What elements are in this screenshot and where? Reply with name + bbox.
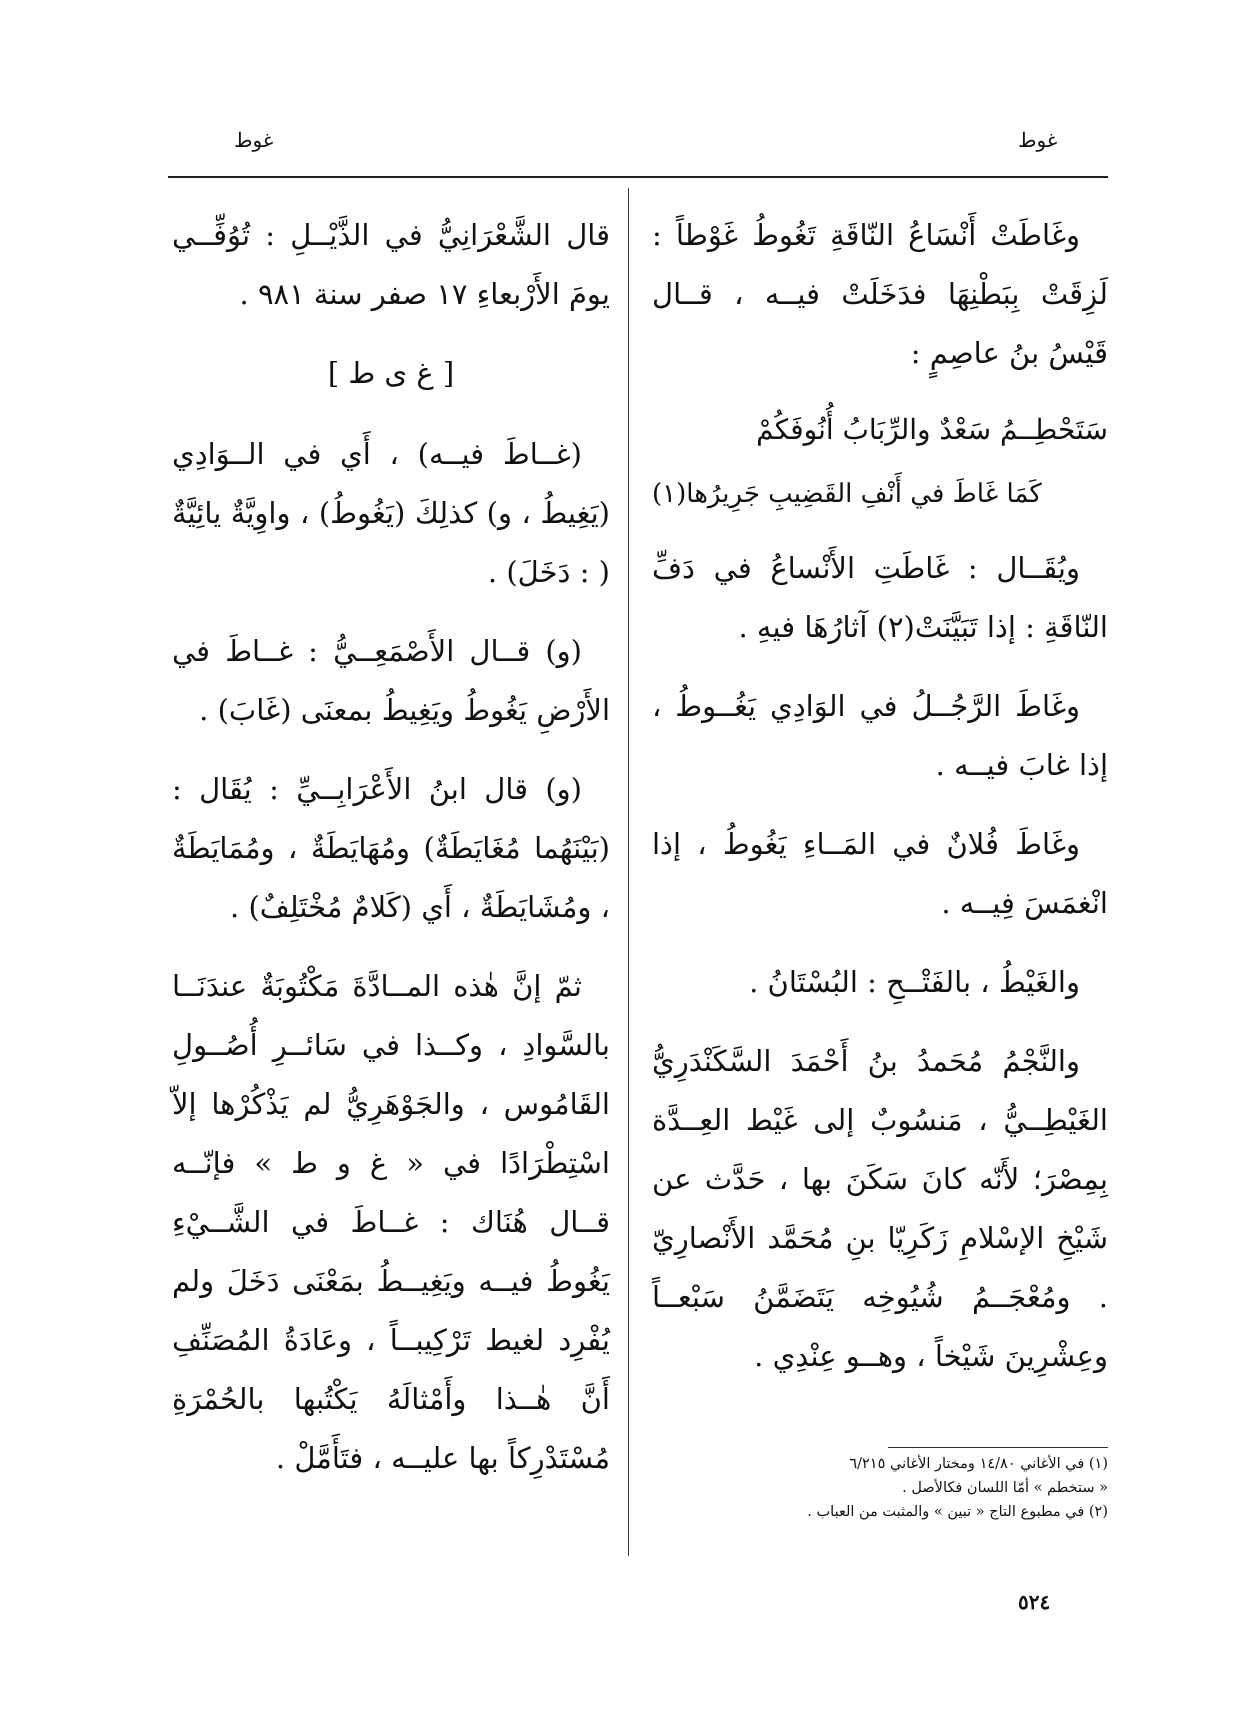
footnotes	[652, 1452, 1108, 1524]
entry-paragraph: (و) قــال الأَصْمَعِــيُّ : غــاطَ في الأَرْضِ يَغُوطُ ويَغِيطُ بمعنَى (غَابَ) .	[172, 634, 610, 727]
entry-paragraph: ثمّ إنَّ هٰذه المــادَّةَ مَكْتُوبَةٌ عندَنَــا بالسَّوادِ ، وكــذا في سَائــرِ أُصُــولِ القَامُوس ، والجَوْهَرِيُّ لم يَذْكُرْها إلاّ اسْتِطْرَادًا في « غ و ط » فإنّــه قــال هُنَاك : غــاطَ في الشَّــيْءِ يَغُوطُ فيــه ويَغِيــطُ بمَعْنَى دَخَلَ ولم يُفْرِد لغيط تَرْكِيبــاً ، وعَادَةُ المُصَنِّفِ أَنَّ هٰــذا وأَمْثالَهُ يَكْتُبها بالحُمْرَةِ مُسْتَدْرِكاً بها عليــه ، فتَأَمَّلْ .	[172, 969, 610, 1475]
poem-verse-first-hemistich: سَتَحْطِــمُ سَعْدٌ والرِّبَابُ أُنُوفَكُمْ	[756, 413, 1108, 446]
poem-verse-second-hemistich: كَمَا غَاطَ في أَنْفِ القَضِيبِ جَرِيرُها(١)	[652, 479, 1042, 509]
entry-paragraph: والنَّجْمُ مُحَمدُ بنُ أَحْمَدَ السَّكَنْدَرِيُّ الغَيْطِــيُّ ، مَنسُوبٌ إلى غَيْط العِــدَّة بِمِصْرَ؛ لأَنّه كانَ سَكَنَ بها ، حَدَّث عن شَيْخِ الإسْلامِ زَكَرِيّا بنِ مُحَمَّد الأَنْصارِيّ . ومُعْجَــمُ شُيُوخِه يَتَضَمَّنُ سَبْعــاً وعِشْرِينَ شَيْخاً ، وهــو عِنْدِي .	[652, 1044, 1108, 1373]
entry-paragraph: والغَيْطُ ، بالفَتْــحِ : البُسْتَانُ .	[749, 965, 1080, 999]
running-head-left: غوط	[234, 128, 274, 152]
entry-paragraph: قال الشَّعْرَانِيُّ في الذَّيْــلِ : تُوُفِّــي يومَ الأَرْبعاءِ ١٧ صفر سنة ٩٨١ .	[172, 218, 610, 311]
running-head-right: غوط	[1018, 128, 1058, 152]
page-number: ٥٢٤	[1018, 1590, 1051, 1614]
entry-paragraph: وغَاطَ فُلانٌ في المَــاءِ يَغُوطُ ، إذا انْغمَسَ فِيــه .	[652, 827, 1108, 920]
entry-paragraph: وغَاطَتْ أَنْسَاعُ النّاقَةِ تَغُوطُ غَوْطاً : لَزِقَتْ بِبَطْنِهَا فدَخَلَتْ فيــه ، قــال قَيْسُ بنُ عاصِمٍ :	[652, 218, 1108, 370]
entry-paragraph: (و) قال ابنُ الأَعْرَابِــيِّ : يُقَال : (بَيْنَهُما مُغَايَطَةٌ) ومُهَايَطَةٌ ، ومُمَايَطَةٌ ، ومُشَايَطَةٌ ، أَي (كَلامٌ مُخْتَلِفٌ) .	[172, 772, 610, 924]
footnote-rule	[888, 1447, 1108, 1448]
footnote-2: (٢) في مطبوع التاج « تبين » والمثبت من العباب .	[807, 1504, 1108, 1520]
footnote-1: (١) في الأغاني ١٤/٨٠ ومختار الأغاني ٦/٢١٥	[849, 1456, 1108, 1472]
left-column	[172, 206, 610, 1508]
entry-paragraph: (غــاطَ فيــه) ، أَي في الــوَادِي (يَغِيطُ ، و) كذلِكَ (يَغُوطُ) ، واوِيَّةٌ يائِيَّةٌ ( : دَخَلَ) .	[172, 437, 610, 589]
entry-paragraph: ويُقَــال : غَاطَتِ الأَنْساعُ في دَفِّ النّاقَةِ : إذا تَبَيَّنَتْ(٢) آثارُهَا فيهِ .	[652, 551, 1108, 644]
column-divider	[628, 188, 629, 1556]
right-column	[652, 206, 1108, 1406]
footnote-1-continued: « ستخطم » أمّا اللسان فكالأصل .	[902, 1480, 1108, 1496]
entry-paragraph: وغَاطَ الرَّجُــلُ في الوَادِي يَغُــوطُ ، إذا غابَ فيــه .	[652, 689, 1108, 782]
header-rule	[168, 176, 1108, 178]
root-heading: [ غ ى ط ]	[327, 356, 455, 390]
